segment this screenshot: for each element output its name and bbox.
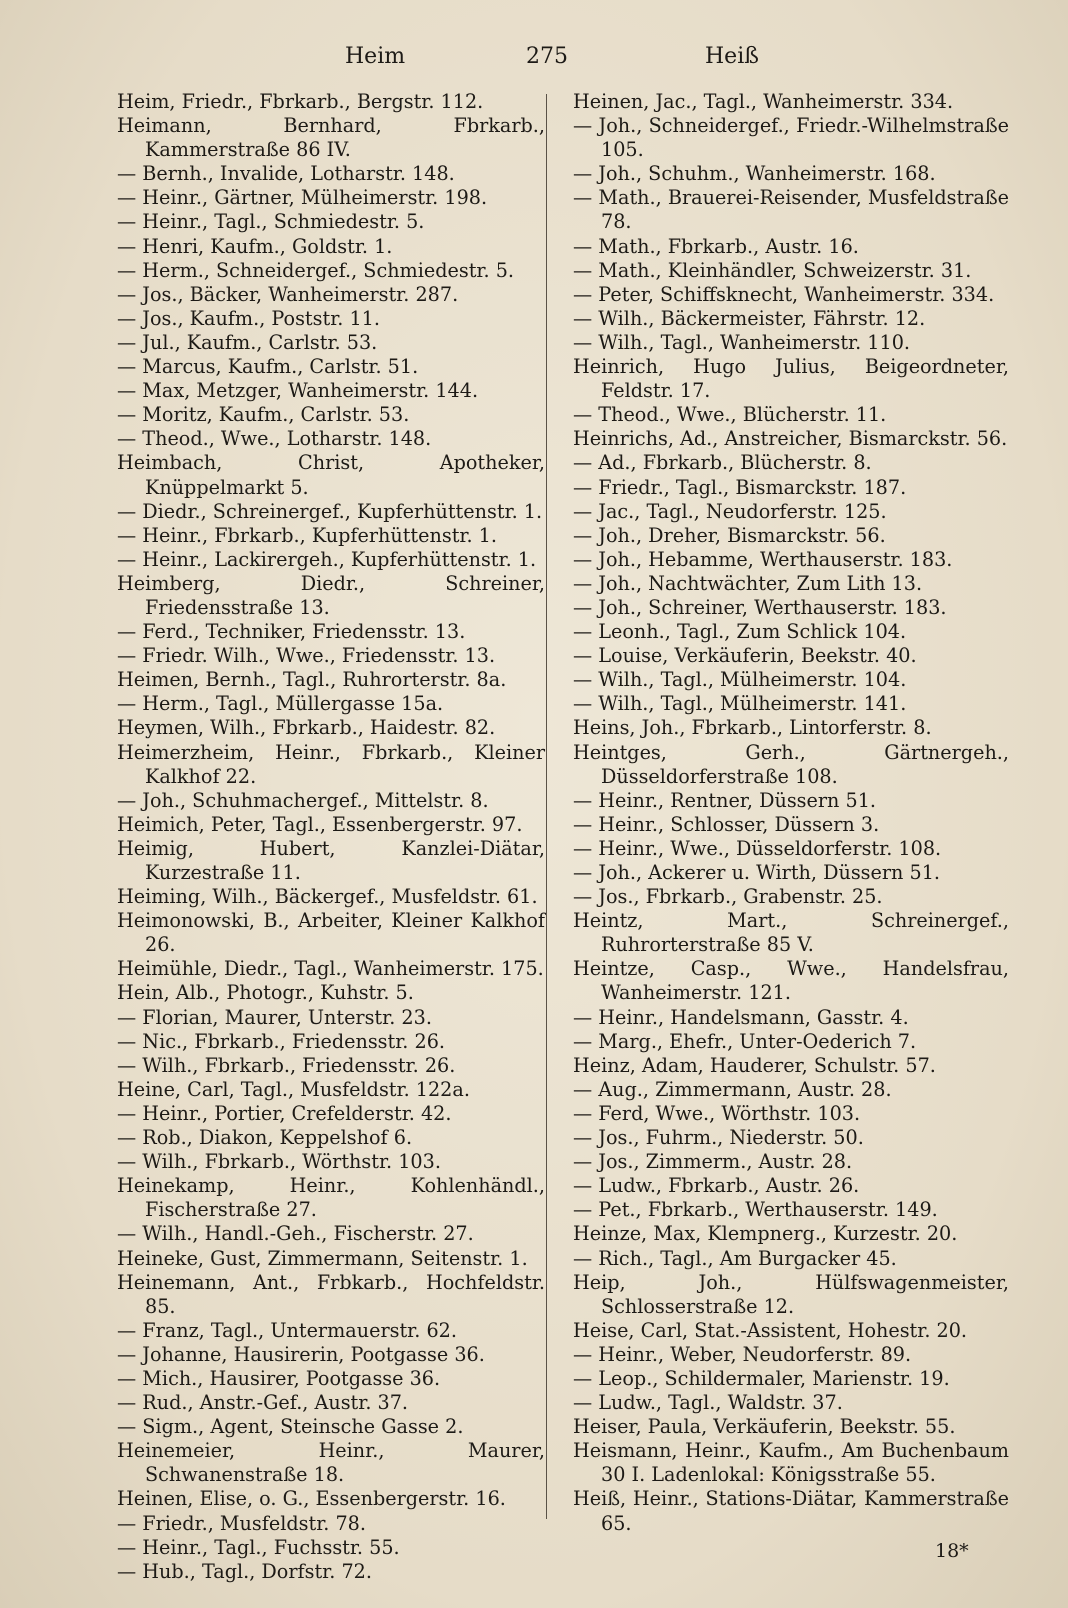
- directory-entry: Heinemeier, Heinr., Maurer, Schwanenstraße 18.: [117, 1439, 545, 1487]
- page-number: 275: [526, 44, 568, 69]
- directory-entry: Heimonowski, B., Arbeiter, Kleiner Kalkhof 26.: [117, 909, 545, 957]
- directory-entry: — Ferd., Techniker, Friedensstr. 13.: [117, 620, 466, 644]
- directory-entry: — Herm., Schneidergef., Schmiedestr. 5.: [117, 258, 514, 282]
- directory-entry: — Rud., Anstr.-Gef., Austr. 37.: [117, 1391, 409, 1415]
- directory-entry: Heimbach, Christ, Apotheker, Knüppelmarkt 5.: [117, 451, 545, 499]
- directory-entry: Hein, Alb., Photogr., Kuhstr. 5.: [117, 981, 414, 1005]
- directory-entry: — Ad., Fbrkarb., Blücherstr. 8.: [573, 451, 872, 475]
- directory-entry: — Wilh., Fbrkarb., Friedensstr. 26.: [117, 1053, 456, 1077]
- header-right-keyword: Heiß: [705, 44, 759, 69]
- directory-entry: — Johanne, Hausirerin, Pootgasse 36.: [117, 1342, 485, 1366]
- directory-entry: Heineke, Gust, Zimmermann, Seitenstr. 1.: [117, 1246, 528, 1270]
- directory-entry: — Heinr., Wwe., Düsseldorferstr. 108.: [573, 836, 942, 860]
- directory-entry: Heimerzheim, Heinr., Fbrkarb., Kleiner Kalkhof 22.: [117, 740, 545, 788]
- directory-entry: — Joh., Nachtwächter, Zum Lith 13.: [573, 571, 923, 595]
- directory-entry: Heise, Carl, Stat.-Assistent, Hohestr. 20.: [573, 1318, 968, 1342]
- directory-entry: — Aug., Zimmermann, Austr. 28.: [573, 1077, 892, 1101]
- directory-entry: — Wilh., Fbrkarb., Wörthstr. 103.: [117, 1150, 441, 1174]
- directory-entry: Heinemann, Ant., Frbkarb., Hochfeldstr. 85.: [117, 1270, 545, 1318]
- directory-entry: — Math., Kleinhändler, Schweizerstr. 31.: [573, 258, 972, 282]
- directory-entry: — Louise, Verkäuferin, Beekstr. 40.: [573, 644, 917, 668]
- right-column: [573, 90, 1009, 1536]
- directory-entry: Heimich, Peter, Tagl., Essenbergerstr. 97.: [117, 812, 523, 836]
- directory-entry: — Rob., Diakon, Keppelshof 6.: [117, 1126, 413, 1150]
- header-left-keyword: Heim: [345, 44, 406, 69]
- directory-entry: — Heinr., Lackirergeh., Kupferhüttenstr. 1.: [117, 547, 537, 571]
- directory-entry: — Pet., Fbrkarb., Werthauserstr. 149.: [573, 1198, 938, 1222]
- directory-entry: — Sigm., Agent, Steinsche Gasse 2.: [117, 1415, 464, 1439]
- directory-entry: — Heinr., Gärtner, Mülheimerstr. 198.: [117, 186, 488, 210]
- directory-entry: Heimig, Hubert, Kanzlei-Diätar, Kurzestraße 11.: [117, 836, 545, 884]
- directory-entry: Heiming, Wilh., Bäckergef., Musfeldstr. 61.: [117, 885, 538, 909]
- directory-entry: Heintges, Gerh., Gärtnergeh., Düsseldorferstraße 108.: [573, 740, 1009, 788]
- column-divider: [546, 94, 547, 1519]
- directory-entry: — Wilh., Tagl., Mülheimerstr. 141.: [573, 692, 907, 716]
- directory-entry: — Heinr., Weber, Neudorferstr. 89.: [573, 1342, 912, 1366]
- directory-entry: — Friedr. Wilh., Wwe., Friedensstr. 13.: [117, 644, 496, 668]
- directory-entry: — Joh., Hebamme, Werthauserstr. 183.: [573, 547, 953, 571]
- directory-entry: Heimann, Bernhard, Fbrkarb., Kammerstraße 86 IV.: [117, 114, 545, 162]
- directory-entry: — Jos., Fuhrm., Niederstr. 50.: [573, 1126, 864, 1150]
- directory-entry: — Jos., Fbrkarb., Grabenstr. 25.: [573, 885, 883, 909]
- directory-entry: — Ferd, Wwe., Wörthstr. 103.: [573, 1101, 861, 1125]
- directory-entry: Heismann, Heinr., Kaufm., Am Buchenbaum 30 I. Ladenlokal: Königsstraße 55.: [573, 1439, 1009, 1487]
- directory-entry: — Herm., Tagl., Müllergasse 15a.: [117, 692, 444, 716]
- directory-entry: — Math., Fbrkarb., Austr. 16.: [573, 234, 859, 258]
- page-header: [0, 40, 1068, 80]
- directory-entry: — Wilh., Handl.-Geh., Fischerstr. 27.: [117, 1222, 474, 1246]
- directory-entry: Heiser, Paula, Verkäuferin, Beekstr. 55.: [573, 1415, 956, 1439]
- directory-entry: Heinrich, Hugo Julius, Beigeordneter, Feldstr. 17.: [573, 355, 1009, 403]
- directory-entry: — Heinr., Tagl., Fuchsstr. 55.: [117, 1535, 400, 1559]
- directory-entry: Heip, Joh., Hülfswagenmeister, Schlosserstraße 12.: [573, 1270, 1009, 1318]
- directory-entry: — Joh., Schuhm., Wanheimerstr. 168.: [573, 162, 936, 186]
- directory-entry: — Math., Brauerei-Reisender, Musfeldstraße 78.: [573, 186, 1009, 234]
- left-column: [117, 90, 545, 1584]
- directory-entry: — Ludw., Fbrkarb., Austr. 26.: [573, 1174, 860, 1198]
- directory-entry: — Joh., Dreher, Bismarckstr. 56.: [573, 523, 886, 547]
- directory-entry: Heinen, Elise, o. G., Essenbergerstr. 16.: [117, 1487, 506, 1511]
- directory-entry: — Heinr., Fbrkarb., Kupferhüttenstr. 1.: [117, 523, 497, 547]
- directory-entry: Heinz, Adam, Hauderer, Schulstr. 57.: [573, 1053, 936, 1077]
- directory-entry: Heine, Carl, Tagl., Musfeldstr. 122a.: [117, 1077, 470, 1101]
- directory-entry: — Theod., Wwe., Blücherstr. 11.: [573, 403, 887, 427]
- directory-entry: Heimberg, Diedr., Schreiner, Friedensstraße 13.: [117, 571, 545, 619]
- directory-entry: Heim, Friedr., Fbrkarb., Bergstr. 112.: [117, 90, 484, 113]
- directory-entry: Heins, Joh., Fbrkarb., Lintorferstr. 8.: [573, 716, 932, 740]
- directory-entry: — Jos., Zimmerm., Austr. 28.: [573, 1150, 853, 1174]
- directory-entry: — Ludw., Tagl., Waldstr. 37.: [573, 1391, 843, 1415]
- directory-entry: Heinen, Jac., Tagl., Wanheimerstr. 334.: [573, 90, 954, 113]
- directory-entry: — Florian, Maurer, Unterstr. 23.: [117, 1005, 432, 1029]
- directory-entry: — Diedr., Schreinergef., Kupferhüttenstr. 1.: [117, 499, 543, 523]
- directory-entry: — Friedr., Tagl., Bismarckstr. 187.: [573, 475, 907, 499]
- directory-entry: — Wilh., Bäckermeister, Fährstr. 12.: [573, 306, 926, 330]
- directory-entry: Heimühle, Diedr., Tagl., Wanheimerstr. 175.: [117, 957, 544, 981]
- directory-entry: — Mich., Hausirer, Pootgasse 36.: [117, 1366, 441, 1390]
- directory-entry: — Joh., Schneidergef., Friedr.-Wilhelmstraße 105.: [573, 114, 1009, 162]
- directory-entry: — Joh., Ackerer u. Wirth, Düssern 51.: [573, 861, 941, 884]
- directory-entry: Heintze, Casp., Wwe., Handelsfrau, Wanheimerstr. 121.: [573, 957, 1009, 1005]
- directory-entry: — Heinr., Portier, Crefelderstr. 42.: [117, 1101, 452, 1125]
- directory-entry: — Peter, Schiffsknecht, Wanheimerstr. 334.: [573, 282, 995, 306]
- directory-entry: — Nic., Fbrkarb., Friedensstr. 26.: [117, 1029, 445, 1053]
- directory-entry: — Bernh., Invalide, Lotharstr. 148.: [117, 162, 455, 186]
- directory-entry: — Joh., Schreiner, Werthauserstr. 183.: [573, 595, 947, 619]
- directory-entry: Heinekamp, Heinr., Kohlenhändl., Fischerstraße 27.: [117, 1174, 545, 1222]
- signature-mark: 18*: [935, 1540, 969, 1562]
- directory-entry: Heimen, Bernh., Tagl., Ruhrorterstr. 8a.: [117, 668, 507, 692]
- directory-entry: — Heinr., Tagl., Schmiedestr. 5.: [117, 210, 425, 234]
- directory-entry: — Henri, Kaufm., Goldstr. 1.: [117, 234, 393, 258]
- directory-entry: Heymen, Wilh., Fbrkarb., Haidestr. 82.: [117, 716, 496, 740]
- directory-entry: — Max, Metzger, Wanheimerstr. 144.: [117, 379, 479, 403]
- directory-entry: — Rich., Tagl., Am Burgacker 45.: [573, 1246, 897, 1270]
- directory-entry: — Franz, Tagl., Untermauerstr. 62.: [117, 1318, 457, 1342]
- directory-entry: — Wilh., Tagl., Mülheimerstr. 104.: [573, 668, 907, 692]
- directory-entry: — Wilh., Tagl., Wanheimerstr. 110.: [573, 330, 911, 354]
- directory-entry: — Jul., Kaufm., Carlstr. 53.: [117, 330, 378, 354]
- directory-entry: — Heinr., Schlosser, Düssern 3.: [573, 812, 880, 836]
- directory-entry: — Heinr., Handelsmann, Gasstr. 4.: [573, 1005, 909, 1029]
- directory-entry: — Heinr., Rentner, Düssern 51.: [573, 788, 877, 812]
- directory-entry: — Leop., Schildermaler, Marienstr. 19.: [573, 1366, 950, 1390]
- directory-entry: — Jac., Tagl., Neudorferstr. 125.: [573, 499, 887, 523]
- directory-entry: — Jos., Kaufm., Poststr. 11.: [117, 306, 380, 330]
- directory-entry: — Theod., Wwe., Lotharstr. 148.: [117, 427, 432, 451]
- directory-entry: Heintz, Mart., Schreinergef., Ruhrorterstraße 85 V.: [573, 909, 1009, 957]
- directory-entry: Heinze, Max, Klempnerg., Kurzestr. 20.: [573, 1222, 958, 1246]
- directory-entry: — Marg., Ehefr., Unter-Oederich 7.: [573, 1029, 917, 1053]
- directory-entry: — Marcus, Kaufm., Carlstr. 51.: [117, 355, 419, 379]
- directory-entry: Heiß, Heinr., Stations-Diätar, Kammerstraße 65.: [573, 1487, 1009, 1535]
- directory-entry: — Hub., Tagl., Dorfstr. 72.: [117, 1559, 372, 1583]
- directory-entry: — Friedr., Musfeldstr. 78.: [117, 1511, 366, 1535]
- directory-entry: Heinrichs, Ad., Anstreicher, Bismarckstr. 56.: [573, 427, 1008, 451]
- directory-entry: — Moritz, Kaufm., Carlstr. 53.: [117, 403, 410, 427]
- directory-entry: — Joh., Schuhmachergef., Mittelstr. 8.: [117, 788, 489, 812]
- directory-entry: — Jos., Bäcker, Wanheimerstr. 287.: [117, 282, 459, 306]
- directory-entry: — Leonh., Tagl., Zum Schlick 104.: [573, 620, 907, 644]
